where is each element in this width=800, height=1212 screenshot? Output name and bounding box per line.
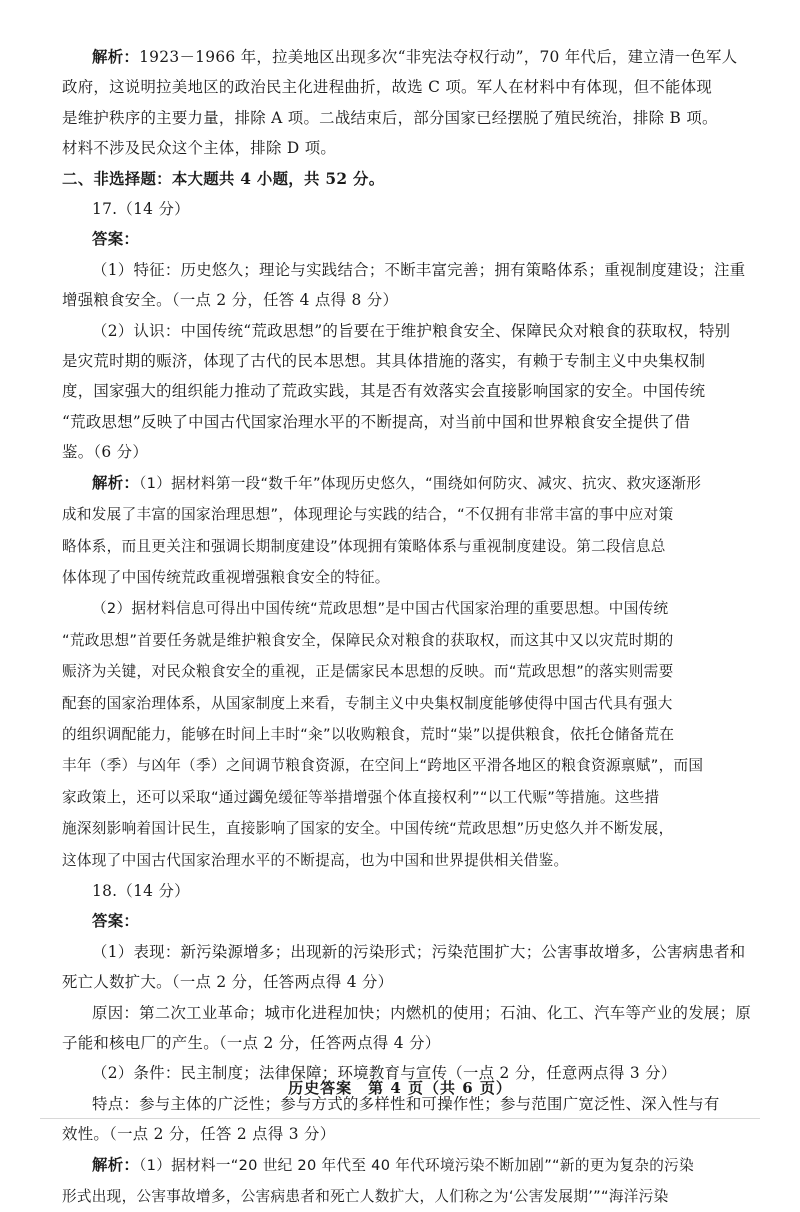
line-text: （2）条件：民主制度；法律保障；环境教育与宣传（一点 2 分，任意两点得 3 分） [92,1064,677,1083]
answer-page [62,42,752,1212]
line-text: 二、非选择题：本大题共 4 小题，共 52 分。 [62,169,385,188]
text-line [62,750,746,781]
text-line [62,468,746,499]
text-line [62,224,746,254]
line-text: 18.（14 分） [92,881,190,900]
text-line [62,1181,746,1212]
line-text: 度，国家强大的组织能力推动了荒政实践，其是否有效落实会直接影响国家的安全。中国传统 [62,382,706,401]
line-text: （2）认识：中国传统“荒政思想”的旨要在于维护粮食安全、保障民众对粮食的获取权，特别 [92,321,731,340]
line-text: 增强粮食安全。（一点 2 分，任答 4 点得 8 分） [62,291,399,310]
line-text: 鉴。（6 分） [62,443,149,462]
text-line [62,499,746,530]
text-line [62,103,746,133]
line-text: 材料不涉及民众这个主体，排除 D 项。 [62,139,337,158]
line-text: 答案： [92,912,140,931]
line-text: 略体系，而且更关注和强调长期制度建设”体现拥有策略体系与重视制度建设。第二段信息总 [62,537,666,555]
line-text: 的组织调配能力，能够在时间上丰时“籴”以收购粮食，荒时“粜”以提供粮食，依托仓储备荒在 [62,725,675,743]
line-text: 政府，这说明拉美地区的政治民主化进程曲折，故选 C 项。军人在材料中有体现，但不能体现 [62,78,713,97]
analysis-label: 解析： [92,473,140,492]
line-text: 是维护秩序的主要力量，排除 A 项。二战结束后，部分国家已经摆脱了殖民统治，排除 B 项。 [62,108,718,127]
line-text: 特点：参与主体的广泛性；参与方式的多样性和可操作性；参与范围广宽泛性、深入性与有 [92,1094,720,1113]
text-line [62,845,746,876]
text-line [62,255,746,285]
line-text: （2）据材料信息可得出中国传统“荒政思想”是中国古代国家治理的重要思想。中国传统 [92,600,669,618]
text-line [62,967,746,997]
text-line [62,906,746,936]
text-line [62,1028,746,1058]
text-line [62,194,746,224]
line-text: 这体现了中国古代国家治理水平的不断提高，也为中国和世界提供相关借鉴。 [62,851,569,869]
text-line [62,998,752,1028]
text-line [62,164,746,194]
line-text: 死亡人数扩大。（一点 2 分，任答两点得 4 分） [62,973,394,992]
line-text: 体体现了中国传统荒政重视增强粮食安全的特征。 [62,568,390,586]
line-text: “荒政思想”反映了中国古代国家治理水平的不断提高，对当前中国和世界粮食安全提供了借 [62,412,691,431]
analysis-label: 解析： [92,48,140,66]
analysis-label: 解析： [92,1155,140,1174]
text-line [62,42,746,72]
text-line [62,937,746,967]
line-text: 配套的国家治理体系，从国家制度上来看，专制主义中央集权制度能够使得中国古代具有强大 [62,694,673,712]
line-text: 施深刻影响着国计民生，直接影响了国家的安全。中国传统“荒政思想”历史悠久并不断发展， [62,820,674,838]
line-text: 赈济为关键，对民众粮食安全的重视，正是儒家民本思想的反映。而“荒政思想”的落实则需要 [62,663,674,681]
text-line [62,876,746,906]
text-line [62,72,746,102]
text-line [62,813,746,844]
text-line [62,376,746,406]
text-line [62,1119,746,1149]
line-text: 丰年（季）与凶年（季）之间调节粮食资源，在空间上“跨地区平滑各地区的粮食资源禀赋”，而国 [62,757,704,775]
line-text: 成和发展了丰富的国家治理思想”，体现理论与实践的结合，“不仅拥有非常丰富的事中应对策 [62,506,674,524]
text-line [62,719,746,750]
line-text: 形式出现，公害事故增多，公害病患者和死亡人数扩大，人们称之为‘公害发展期’”“海洋污染 [62,1188,669,1206]
page-footer: 历史答案 第 4 页（共 6 页） [288,1079,512,1097]
text-line [62,531,746,562]
text-line [62,437,746,467]
text-line [62,562,746,593]
text-line [62,782,746,813]
line-text: 答案： [92,230,140,249]
text-line [62,346,746,376]
line-text: （1）特征：历史悠久；理论与实践结合；不断丰富完善；拥有策略体系；重视制度建设；注重 [92,260,746,279]
line-text: 家政策上，还可以采取“通过蠲免缓征等举措增强个体直接权利”“以工代赈”等措施。这些措 [62,788,660,806]
line-text: （1）据材料一“20 世纪 20 年代至 40 年代环境污染不断加剧”“新的更为复杂的污染 [139,1156,694,1174]
text-line [62,688,746,719]
line-text: 原因：第二次工业革命；城市化进程加快；内燃机的使用；石油、化工、汽车等产业的发展；原 [92,1003,752,1022]
line-text: （1）据材料第一段“数千年”体现历史悠久，“围绕如何防灾、减灾、抗灾、救灾逐渐形 [139,474,702,492]
line-text: （1）表现：新污染源增多；出现新的污染形式；污染范围扩大；公害事故增多，公害病患者和 [92,942,746,961]
text-line [62,656,746,687]
line-text: 效性。（一点 2 分，任答 2 点得 3 分） [62,1125,336,1144]
line-text: 17.（14 分） [92,200,190,219]
divider [40,1118,760,1119]
line-text: 是灾荒时期的赈济，体现了古代的民本思想。其具体措施的落实，有赖于专制主义中央集权制 [62,352,706,371]
line-text: 1923－1966 年，拉美地区出现多次“非宪法夺权行动”，70 年代后，建立清一色军人 [139,48,738,66]
text-line [62,316,746,346]
text-line [62,593,746,624]
text-line [62,625,746,656]
text-line [62,1150,746,1181]
line-text: 子能和核电厂的产生。（一点 2 分，任答两点得 4 分） [62,1034,441,1052]
text-line [62,407,746,437]
text-line [62,285,746,315]
line-text: “荒政思想”首要任务就是维护粮食安全，保障民众对粮食的获取权，而这其中又以灾荒时期的 [62,631,674,649]
text-line [62,133,746,163]
